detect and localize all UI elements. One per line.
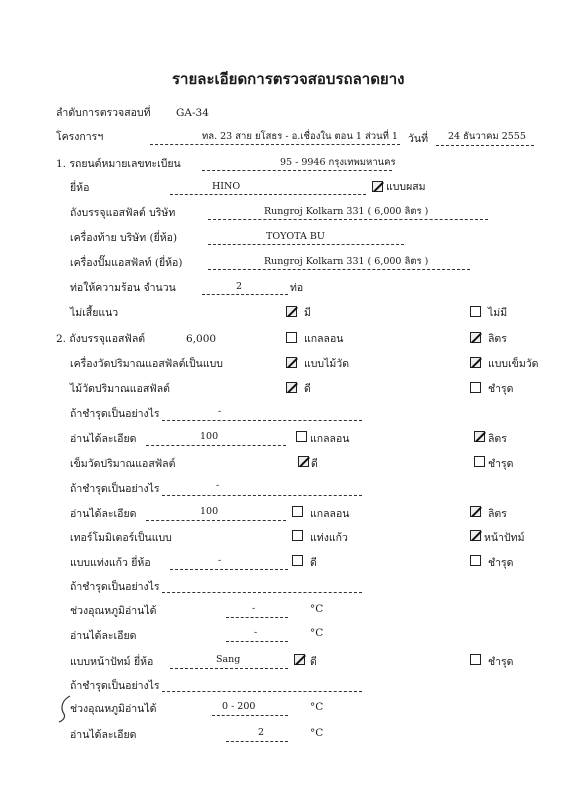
needle-read-liter-label: ลิตร: [488, 508, 507, 520]
glass-if-broken-underline: [162, 592, 362, 593]
stick-read-gallon-checkbox[interactable]: [296, 431, 307, 442]
stick-broken-checkbox[interactable]: [470, 382, 481, 393]
line-yes-label: มี: [304, 307, 311, 319]
stick-broken-label: ชำรุด: [488, 383, 514, 395]
line-yes-checkbox[interactable]: [286, 306, 297, 317]
dial-read-value: 2: [258, 727, 265, 738]
glass-broken-label: ชำรุด: [488, 557, 514, 569]
date-value: 24 ธันวาคม 2555: [448, 131, 526, 142]
needle-label: เข็มวัดปริมาณแอสฟัลต์: [70, 458, 176, 470]
glass-read-label: อ่านได้ละเอียด: [70, 630, 137, 642]
needle-read-gallon-checkbox[interactable]: [292, 506, 303, 517]
meter-stick-label: แบบไม้วัด: [304, 358, 350, 370]
heat-pipe-unit: ท่อ: [290, 282, 304, 294]
mixed-label: แบบผสม: [386, 181, 426, 193]
thermo-type-label: เทอร์โมมิเตอร์เป็นแบบ: [70, 532, 172, 544]
plate-underline: [202, 170, 392, 171]
stick-good-label: ดี: [304, 383, 311, 395]
stick-condition-label: ไม้วัดปริมาณแอสฟัลต์: [70, 383, 170, 395]
rear-machine-underline: [208, 244, 404, 245]
glass-brand-label: แบบแท่งแก้ว ยี่ห้อ: [70, 557, 151, 569]
tank-gallon-label: แกลลอน: [304, 333, 344, 345]
stick-if-broken-underline: [162, 420, 362, 421]
stick-good-checkbox[interactable]: [286, 382, 297, 393]
tank-company-value: Rungroj Kolkarn 331 ( 6,000 ลิตร ): [264, 206, 429, 217]
glass-temp-range-unit: °C: [310, 603, 324, 615]
line-no-label: ไม่มี: [488, 307, 508, 319]
date-label: วันที่: [408, 133, 428, 145]
rear-machine-value: TOYOTA BU: [266, 231, 325, 242]
tank-section-label: 2. ถังบรรจุแอสฟัลต์: [56, 333, 146, 345]
needle-broken-checkbox[interactable]: [474, 456, 485, 467]
thermo-glass-label: แท่งแก้ว: [310, 532, 348, 544]
needle-read-underline: [146, 520, 286, 521]
thermo-glass-checkbox[interactable]: [292, 530, 303, 541]
dial-read-underline: [226, 741, 288, 742]
mixed-checkbox[interactable]: [372, 181, 383, 192]
order-value: GA-34: [176, 107, 209, 119]
dial-brand-label: แบบหน้าปัทม์ ยี่ห้อ: [70, 656, 154, 668]
needle-if-broken-value: -: [216, 480, 220, 491]
dial-broken-label: ชำรุด: [488, 656, 514, 668]
needle-good-checkbox[interactable]: [298, 456, 309, 467]
heat-pipe-value: 2: [236, 281, 243, 292]
dial-good-label: ดี: [310, 656, 317, 668]
brand-label: ยี่ห้อ: [70, 182, 90, 194]
dial-temp-range-unit: °C: [310, 701, 324, 713]
dial-brand-underline: [170, 668, 288, 669]
stick-read-label: อ่านได้ละเอียด: [70, 433, 137, 445]
glass-brand-value: -: [218, 555, 222, 566]
tank-liter-checkbox[interactable]: [470, 332, 481, 343]
dial-brand-value: Sang: [216, 654, 241, 665]
needle-broken-label: ชำรุด: [488, 458, 514, 470]
pump-value: Rungroj Kolkarn 331 ( 6,000 ลิตร ): [264, 256, 429, 267]
stick-read-liter-label: ลิตร: [488, 433, 507, 445]
stick-if-broken-value: -: [218, 406, 222, 417]
glass-brand-underline: [170, 569, 288, 570]
line-no-checkbox[interactable]: [470, 306, 481, 317]
heat-pipe-label: ท่อให้ความร้อน จำนวน: [70, 282, 176, 294]
order-label: ลำดับการตรวจสอบที่: [56, 107, 151, 119]
line-deviation-label: ไม่เสี้ยแนว: [70, 307, 119, 319]
project-underline: [150, 144, 400, 145]
glass-temp-range-value: -: [252, 603, 256, 614]
project-label: โครงการฯ: [56, 131, 104, 143]
thermo-dial-label: หน้าปัทม์: [484, 532, 525, 544]
needle-if-broken-label: ถ้าชำรุดเป็นอย่างไร: [70, 483, 160, 495]
dial-broken-checkbox[interactable]: [470, 654, 481, 665]
tank-company-underline: [208, 219, 488, 220]
pump-underline: [208, 269, 470, 270]
stick-read-liter-checkbox[interactable]: [474, 431, 485, 442]
thermo-dial-checkbox[interactable]: [470, 530, 481, 541]
meter-stick-checkbox[interactable]: [286, 357, 297, 368]
tank-gallon-checkbox[interactable]: [286, 332, 297, 343]
tank-capacity-value: 6,000: [186, 333, 217, 345]
page-title: รายละเอียดการตรวจสอบรถลาดยาง: [172, 70, 405, 88]
stick-read-value: 100: [200, 431, 219, 442]
project-value: ทล. 23 สาย ยโสธร - อ.เชื่องใน ตอน 1 ส่วนที่ 1: [202, 131, 398, 142]
dial-temp-range-value: 0 - 200: [222, 701, 256, 712]
meter-needle-checkbox[interactable]: [470, 357, 481, 368]
glass-broken-checkbox[interactable]: [470, 555, 481, 566]
tank-company-label: ถังบรรจุแอสฟัลต์ บริษัท: [70, 207, 176, 219]
brand-value: HINO: [212, 181, 241, 192]
glass-good-checkbox[interactable]: [292, 555, 303, 566]
glass-read-underline: [226, 641, 288, 642]
needle-good-label: ดี: [311, 458, 318, 470]
truck-plate-label: 1. รถยนต์หมายเลขทะเบียน: [56, 158, 181, 170]
stick-read-gallon-label: แกลลอน: [310, 433, 350, 445]
dial-if-broken-label: ถ้าชำรุดเป็นอย่างไร: [70, 680, 160, 692]
dial-temp-range-label: ช่วงอุณหภูมิอ่านได้: [70, 703, 157, 715]
meter-type-label: เครื่องวัดปริมาณแอสฟัลต์เป็นแบบ: [70, 358, 223, 370]
dial-good-checkbox[interactable]: [294, 654, 305, 665]
glass-good-label: ดี: [310, 557, 317, 569]
glass-read-value: -: [254, 627, 258, 638]
glass-read-unit: °C: [310, 627, 324, 639]
needle-if-broken-underline: [162, 495, 362, 496]
truck-plate-value: 95 - 9946 กรุงเทพมหานคร: [280, 157, 396, 168]
needle-read-label: อ่านได้ละเอียด: [70, 508, 137, 520]
glass-if-broken-label: ถ้าชำรุดเป็นอย่างไร: [70, 581, 160, 593]
glass-temp-range-label: ช่วงอุณหภูมิอ่านได้: [70, 605, 157, 617]
dial-read-label: อ่านได้ละเอียด: [70, 729, 137, 741]
pump-label: เครื่องปั๊มแอสฟัลท์ (ยี่ห้อ): [70, 257, 183, 269]
glass-temp-range-underline: [226, 617, 288, 618]
stick-if-broken-label: ถ้าชำรุดเป็นอย่างไร: [70, 408, 160, 420]
dial-temp-range-underline: [212, 715, 288, 716]
dial-if-broken-underline: [162, 691, 362, 692]
rear-machine-label: เครื่องท้าย บริษัท (ยี่ห้อ): [70, 232, 178, 244]
brand-underline: [170, 194, 366, 195]
dial-read-unit: °C: [310, 727, 324, 739]
tank-liter-label: ลิตร: [488, 333, 507, 345]
needle-read-liter-checkbox[interactable]: [470, 506, 481, 517]
meter-needle-label: แบบเข็มวัด: [488, 358, 539, 370]
needle-read-gallon-label: แกลลอน: [310, 508, 350, 520]
stick-read-underline: [146, 445, 286, 446]
heat-pipe-underline: [202, 294, 288, 295]
date-underline: [436, 145, 534, 146]
needle-read-value: 100: [200, 506, 219, 517]
